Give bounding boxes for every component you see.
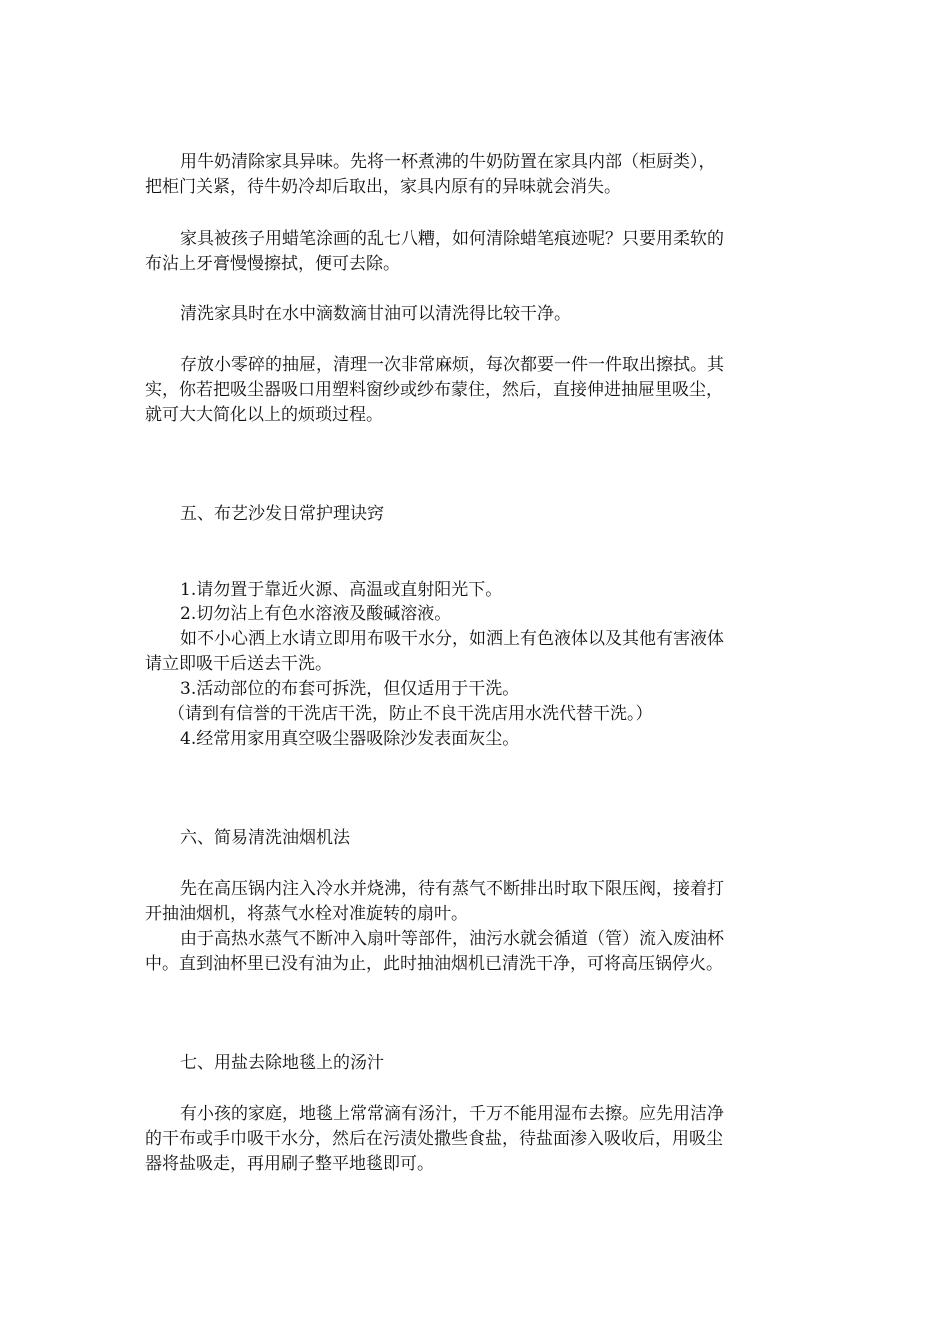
section5-item2: 2.切勿沾上有色水溶液及酸碱溶液。 [180,604,452,624]
section5-item3-note: （请到有信誉的干洗店干洗，防止不良干洗店用水洗代替干洗。） [168,704,653,724]
section6-para1-line1: 先在高压锅内注入冷水并烧沸，待有蒸气不断排出时取下限压阀，接着打 [180,879,724,899]
section7-heading: 七、用盐去除地毯上的汤汁 [180,1053,384,1073]
section6-para2-line2: 中。直到油杯里已没有油为止，此时抽油烟机已清洗干净，可将高压锅停火。 [145,954,723,974]
section5-item2-note-line1: 如不小心洒上水请立即用布吸干水分，如洒上有色液体以及其他有害液体 [180,629,724,649]
paragraph-crayon-line2: 布沾上牙膏慢慢擦拭，便可去除。 [145,254,400,274]
section7-para1-line3: 器将盐吸走，再用刷子整平地毯即可。 [145,1154,434,1174]
section6-para2-line1: 由于高热水蒸气不断冲入扇叶等部件，油污水就会循道（管）流入废油杯 [180,929,724,949]
paragraph-milk-line2: 把柜门关紧，待牛奶冷却后取出，家具内原有的异味就会消失。 [145,177,621,197]
section6-heading: 六、简易清洗油烟机法 [180,828,350,848]
section5-item2-note-line2: 请立即吸干后送去干洗。 [145,654,332,674]
section5-item4: 4.经常用家用真空吸尘器吸除沙发表面灰尘。 [180,729,520,749]
paragraph-glycerin-line1: 清洗家具时在水中滴数滴甘油可以清洗得比较干净。 [180,304,571,324]
section7-para1-line1: 有小孩的家庭，地毯上常常滴有汤汁，千万不能用湿布去擦。应先用洁净 [180,1104,724,1124]
paragraph-drawer-line2: 实，你若把吸尘器吸口用塑料窗纱或纱布蒙住，然后，直接伸进抽屉里吸尘， [145,380,723,400]
paragraph-drawer-line3: 就可大大简化以上的烦琐过程。 [145,405,383,425]
section6-para1-line2: 开抽油烟机，将蒸气水栓对准旋转的扇叶。 [145,904,468,924]
paragraph-crayon-line1: 家具被孩子用蜡笔涂画的乱七八糟，如何清除蜡笔痕迹呢？只要用柔软的 [180,229,724,249]
section5-item3: 3.活动部位的布套可拆洗，但仅适用于干洗。 [180,679,520,699]
section7-para1-line2: 的干布或手巾吸干水分，然后在污渍处撒些食盐，待盐面渗入吸收后，用吸尘 [145,1129,723,1149]
section5-item1: 1.请勿置于靠近火源、高温或直射阳光下。 [180,580,503,600]
paragraph-drawer-line1: 存放小零碎的抽屉，清理一次非常麻烦，每次都要一件一件取出擦拭。其 [180,355,724,375]
paragraph-milk-line1: 用牛奶清除家具异味。先将一杯煮沸的牛奶防置在家具内部（柜厨类）， [180,152,716,172]
section5-heading: 五、布艺沙发日常护理诀窍 [180,504,384,524]
